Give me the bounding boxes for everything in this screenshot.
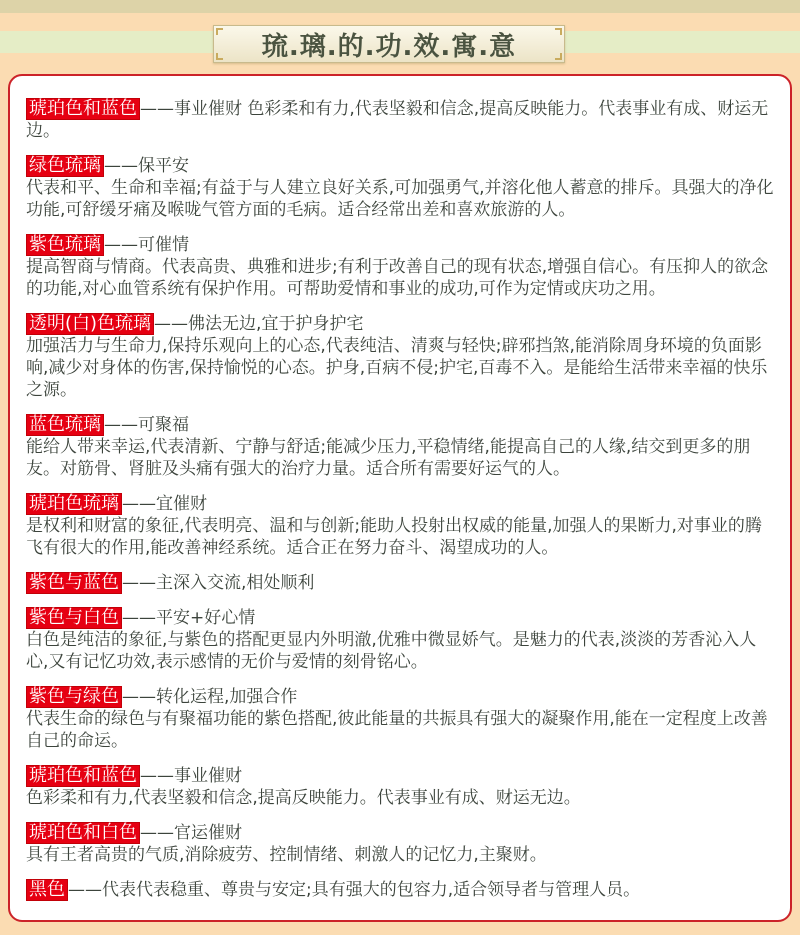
section-body: 具有王者高贵的气质,消除疲劳、控制情绪、刺激人的记忆力,主聚财。 bbox=[26, 845, 547, 865]
content-panel bbox=[8, 74, 792, 922]
section bbox=[26, 234, 774, 300]
banner-corner-decoration bbox=[216, 28, 223, 35]
section-body: 加强活力与生命力,保持乐观向上的心态,代表纯洁、清爽与轻快;辟邪挡煞,能消除周身环境的负面影响,减少对身体的伤害,保持愉悦的心态。护身,百病不侵;护宅,百毒不入。是能给生活带来幸福的快乐之源。 bbox=[26, 336, 768, 400]
section-heading: ——宜催财 bbox=[122, 494, 207, 514]
section-body: 代表和平、生命和幸福;有益于与人建立良好关系,可加强勇气,并溶化他人蓄意的排斥。具强大的净化功能,可舒缓牙痛及喉咙气管方面的毛病。适合经常出差和喜欢旅游的人。 bbox=[26, 178, 774, 220]
section bbox=[26, 414, 774, 480]
section-headline bbox=[26, 765, 774, 787]
section-label: 黑色 bbox=[26, 879, 68, 901]
section-headline bbox=[26, 234, 774, 256]
section-label: 琥珀色和蓝色 bbox=[26, 98, 140, 120]
section-headline bbox=[26, 414, 774, 436]
section bbox=[26, 98, 774, 142]
section-headline bbox=[26, 155, 774, 177]
sections-container bbox=[26, 98, 774, 901]
banner-corner-decoration bbox=[555, 28, 562, 35]
section-label: 琥珀色和白色 bbox=[26, 822, 140, 844]
page-title: 琉.璃.的.功.效.寓.意 bbox=[261, 31, 517, 62]
banner-corner-decoration bbox=[216, 53, 223, 60]
section-body: 白色是纯洁的象征,与紫色的搭配更显内外明澈,优雅中微显娇气。是魅力的代表,淡淡的芳香沁入人心,又有记忆功效,表示感情的无价与爱情的刻骨铭心。 bbox=[26, 630, 757, 672]
background-stripe-tan bbox=[0, 0, 800, 13]
section bbox=[26, 822, 774, 866]
section-heading: ——可聚福 bbox=[104, 415, 189, 435]
section-headline bbox=[26, 879, 774, 901]
section-headline bbox=[26, 607, 774, 629]
section-heading: ——平安+好心情 bbox=[122, 608, 256, 628]
section-heading: ——代表代表稳重、尊贵与安定;具有强大的包容力,适合领导者与管理人员。 bbox=[68, 880, 641, 900]
section-heading: ——转化运程,加强合作 bbox=[122, 687, 298, 707]
section-label: 紫色与绿色 bbox=[26, 686, 122, 708]
section-body: 能给人带来幸运,代表清新、宁静与舒适;能减少压力,平稳情绪,能提高自己的人缘,结交到更多的朋友。对筋骨、肾脏及头痛有强大的治疗力量。适合所有需要好运气的人。 bbox=[26, 437, 751, 479]
section bbox=[26, 572, 774, 594]
section-heading: ——保平安 bbox=[104, 156, 189, 176]
section-heading: ——事业催财 bbox=[140, 766, 242, 786]
section-headline bbox=[26, 98, 774, 142]
section-body: 代表生命的绿色与有聚福功能的紫色搭配,彼此能量的共振具有强大的凝聚作用,能在一定程度上改善自己的命运。 bbox=[26, 709, 768, 751]
section-headline bbox=[26, 493, 774, 515]
section-headline bbox=[26, 572, 774, 594]
section bbox=[26, 155, 774, 221]
section bbox=[26, 493, 774, 559]
section-label: 透明(白)色琉璃 bbox=[26, 313, 154, 335]
section bbox=[26, 686, 774, 752]
title-banner bbox=[213, 25, 565, 63]
section bbox=[26, 607, 774, 673]
section-label: 蓝色琉璃 bbox=[26, 414, 104, 436]
section-heading: ——事业催财 色彩柔和有力,代表坚毅和信念,提高反映能力。代表事业有成、财运无边。 bbox=[26, 99, 769, 141]
section bbox=[26, 313, 774, 401]
section-heading: ——官运催财 bbox=[140, 823, 242, 843]
section-label: 紫色琉璃 bbox=[26, 234, 104, 256]
section-headline bbox=[26, 822, 774, 844]
section-label: 绿色琉璃 bbox=[26, 155, 104, 177]
section-label: 琥珀色琉璃 bbox=[26, 493, 122, 515]
section-heading: ——佛法无边,宜于护身护宅 bbox=[154, 314, 364, 334]
section-body: 是权利和财富的象征,代表明亮、温和与创新;能助人投射出权威的能量,加强人的果断力,对事业的腾飞有很大的作用,能改善神经系统。适合正在努力奋斗、渴望成功的人。 bbox=[26, 516, 762, 558]
section-headline bbox=[26, 686, 774, 708]
section-body: 提高智商与情商。代表高贵、典雅和进步;有利于改善自己的现有状态,增强自信心。有压抑人的欲念的功能,对心血管系统有保护作用。可帮助爱情和事业的成功,可作为定情或庆功之用。 bbox=[26, 257, 769, 299]
section-headline bbox=[26, 313, 774, 335]
section bbox=[26, 879, 774, 901]
section bbox=[26, 765, 774, 809]
section-heading: ——可催情 bbox=[104, 235, 189, 255]
section-label: 紫色与白色 bbox=[26, 607, 122, 629]
section-body: 色彩柔和有力,代表坚毅和信念,提高反映能力。代表事业有成、财运无边。 bbox=[26, 788, 581, 808]
section-heading: ——主深入交流,相处顺利 bbox=[122, 573, 315, 593]
section-label: 紫色与蓝色 bbox=[26, 572, 122, 594]
banner-corner-decoration bbox=[555, 53, 562, 60]
section-label: 琥珀色和蓝色 bbox=[26, 765, 140, 787]
